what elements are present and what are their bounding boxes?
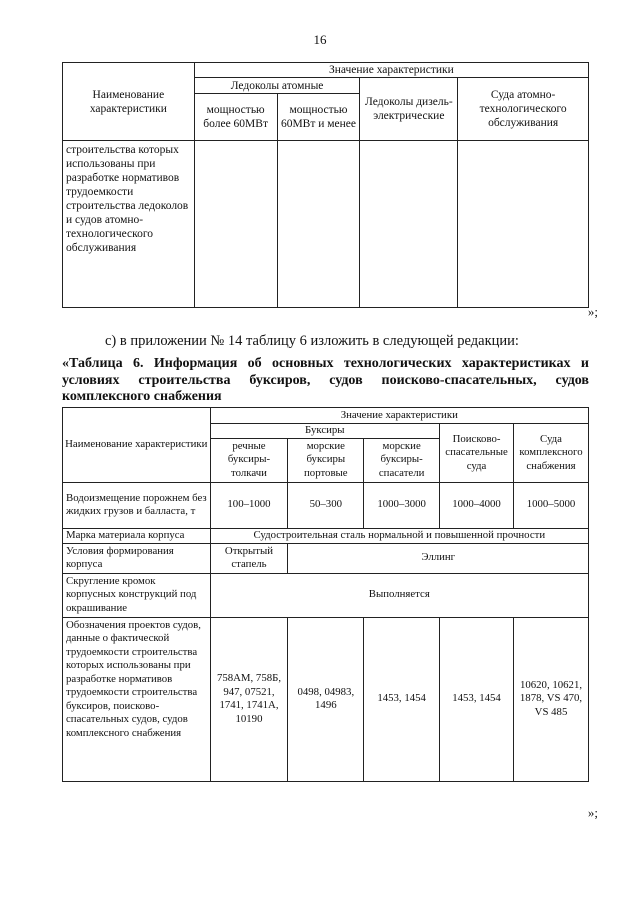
table-cell: 100–1000 [210,482,288,528]
col-name-header: Наименование характеристики [63,408,211,483]
power-low-header: мощностью 60МВт и менее [277,94,360,141]
table-cell [194,141,277,308]
table-row [63,528,589,543]
paragraph-c: с) в приложении № 14 таблицу 6 изложить в следующей редакции: [105,333,519,349]
table-cell: 10620, 10621, 1878, VS 470, VS 485 [514,617,589,781]
table-cell: Выполняется [210,573,588,617]
group-nuclear-header: Ледоколы атомные [194,78,360,94]
table-cell: 1453, 1454 [364,617,440,781]
value-header: Значение характеристики [210,408,588,424]
table-cell: 758АМ, 758Б, 947, 07521, 1741, 1741А, 10190 [210,617,288,781]
row-label: Условия формирования корпуса [63,543,211,573]
service-header: Суда атомно-технологического обслуживания [458,78,589,141]
page-number: 16 [313,32,327,47]
table-cell: 50–300 [288,482,364,528]
table-cell [277,141,360,308]
search-rescue-header: Поисково-спасательные суда [440,424,514,483]
river-pushers-header: речные буксиры-толкачи [210,438,288,482]
table-row [63,617,589,781]
sea-rescue-header: морские буксиры-спасатели [364,438,440,482]
closing-quote: »; [587,805,598,820]
sea-port-header: морские буксиры портовые [288,438,364,482]
table-cell: Эллинг [288,543,589,573]
table-cell: 0498, 04983, 1496 [288,617,364,781]
table-cell [360,141,458,308]
icebreaker-table [62,62,589,308]
row-label: Скругление кромок корпусных конструкций под окрашивание [63,573,211,617]
group-tugs-header: Буксиры [210,424,439,439]
table-cell: 1000–3000 [364,482,440,528]
row-label: Водоизмещение порожнем без жидких грузов и балласта, т [63,482,211,528]
table-cell: 1453, 1454 [440,617,514,781]
table-cell: Открытый стапель [210,543,288,573]
value-header: Значение характеристики [194,63,588,78]
table-row-label: строительства которых использованы при разработке нормативов трудоемкости строительства ледоколов и судов атомно-технологического обслуживания [63,141,195,308]
table-row [63,482,589,528]
table-row [63,573,589,617]
table-cell [458,141,589,308]
diesel-header: Ледоколы дизель-электрические [360,78,458,141]
power-high-header: мощностью более 60МВт [194,94,277,141]
table-cell: 1000–4000 [440,482,514,528]
supply-header: Суда комплексного снабжения [514,424,589,483]
row-label: Марка материала корпуса [63,528,211,543]
table-cell: Судостроительная сталь нормальной и повышенной прочности [210,528,588,543]
table-cell: 1000–5000 [514,482,589,528]
tugs-table [62,407,589,782]
table-row [63,543,589,573]
table6-heading: «Таблица 6. Информация об основных технологических характеристиках и условиях строительства буксиров, судов поисково-спасательных, судов комплексного снабжения [62,356,589,404]
closing-quote: »; [587,304,598,319]
col-name-header: Наименование характеристики [63,63,195,141]
row-label: Обозначения проектов судов, данные о фактической трудоемкости строительства которых использованы при разработке нормативов трудоемкости строительства буксиров, поисково-спасательных судов, судов комплексного снабжения [63,617,211,781]
